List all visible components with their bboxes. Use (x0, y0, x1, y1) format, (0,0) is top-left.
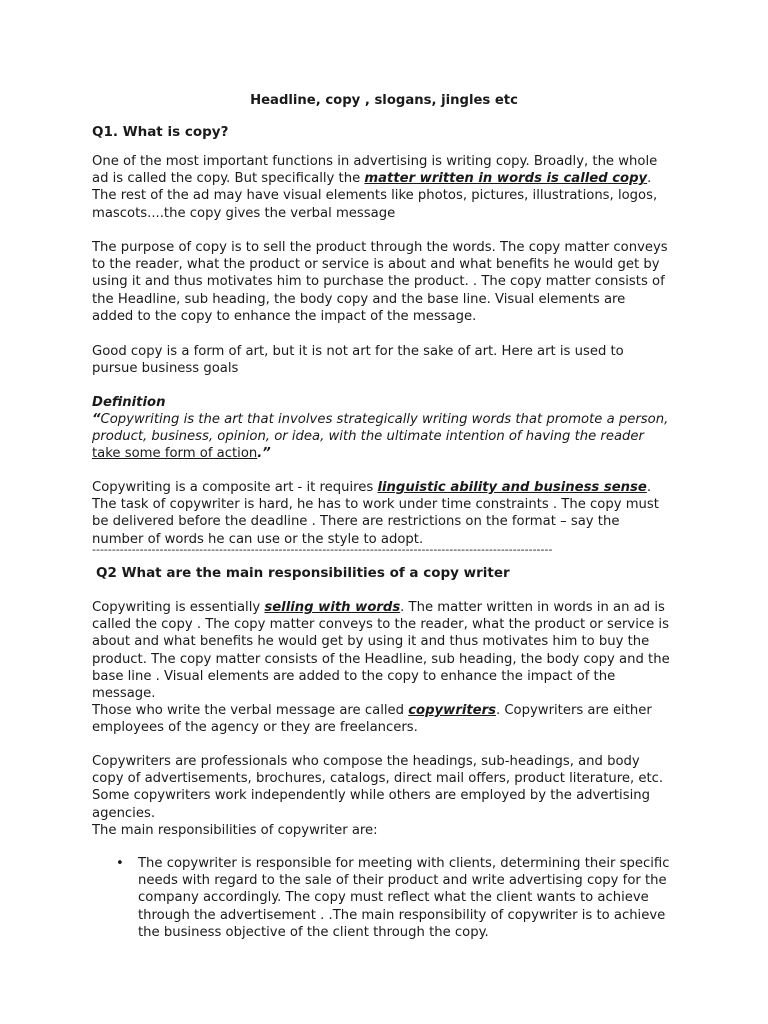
q1-paragraph-1 (92, 153, 670, 222)
p4-text-b: . The task of copywriter is hard, he has to work under time constraints . The copy must be delivered before the deadline . There are restrictions on the format – say the number of words he can use or the style to adopt. (92, 480, 659, 547)
q2-heading: Q2 What are the main responsibilities of a copy writer (96, 565, 510, 581)
section-divider: -------------------------------------------------------------------------------------------------------------------- (92, 544, 553, 556)
composite-art-paragraph (92, 479, 670, 548)
q2-p1-emphasis: selling with words (264, 600, 401, 615)
list-item-text: The copywriter is responsible for meeting with clients, determining their specific needs with regard to the sale of their product and write advertising copy for the company accordingly. The copy must reflect what the client wants to achieve through the advertisement . .The main responsibility of copywriter is to achieve the business objective of the client through the copy. (138, 856, 670, 940)
q1-paragraph-3: Good copy is a form of art, but it is not art for the sake of art. Here art is used to pursue business goals (92, 344, 624, 377)
definition-open-quote: “ (92, 412, 101, 427)
q2-p2-emphasis: copywriters (408, 703, 496, 718)
definition-text: Copywriting is the art that involves strategically writing words that promote a person, product, business, opinion, or idea, with the ultimate intention of having the reader (92, 412, 669, 445)
q1-heading: Q1. What is copy? (92, 124, 229, 140)
definition-quote (92, 411, 670, 463)
q2-p1-text-a: Copywriting is essentially (92, 600, 265, 615)
q1-p1-emphasis: matter written in words is called copy (364, 171, 648, 187)
list-item (92, 855, 670, 941)
bullet-marker: • (116, 856, 124, 871)
p4-emphasis: linguistic ability and business sense (377, 480, 647, 495)
q1-p1-text-a: One of the most important functions in advertising is writing copy. Broadly, the whole ad is called the copy. But specifically the (92, 154, 658, 187)
definition-end: .” (257, 446, 271, 462)
document-title: Headline, copy , slogans, jingles etc (250, 93, 518, 108)
definition-heading: Definition (92, 395, 166, 410)
q1-paragraph-2: The purpose of copy is to sell the product through the words. The copy matter conveys to the reader, what the product or service is about and what benefits he would get by using it and thus motivates him to purchase the product. . The copy matter consists of the Headline, sub heading, the body copy and the base line. Visual elements are added to the copy to enhance the impact of the message. (92, 240, 668, 324)
p4-text-a: Copywriting is a composite art - it requires (92, 480, 378, 495)
q2-paragraph-4: The main responsibilities of copywriter are: (92, 823, 378, 838)
q2-p2-text-b: . Copywriters are either employees of the agency or they are freelancers. (92, 703, 652, 736)
q2-paragraph-1 (92, 599, 670, 702)
q2-paragraph-3: Copywriters are professionals who compose the headings, sub-headings, and body copy of advertisements, brochures, catalogs, direct mail offers, product literature, etc. Some copywriters work independently while others are employed by the advertising agencies. (92, 754, 664, 821)
q2-p1-text-b: . The matter written in words in an ad is called the copy . The copy matter conveys to the reader, what the product or service is about and what benefits he would get by using it and thus motivates him to buy the product. The copy matter consists of the Headline, sub heading, the body copy and the base line . Visual elements are added to the copy to enhance the impact of the message. (92, 600, 670, 702)
responsibilities-list (92, 855, 670, 941)
q2-p2-text-a: Those who write the verbal message are called (92, 703, 409, 718)
q1-p1-text-b: . The rest of the ad may have visual elements like photos, pictures, illustrations, logos, mascots....the copy gives the verbal message (92, 171, 658, 221)
q2-paragraph-2 (92, 702, 670, 736)
definition-underlined: take some form of action (92, 446, 258, 462)
